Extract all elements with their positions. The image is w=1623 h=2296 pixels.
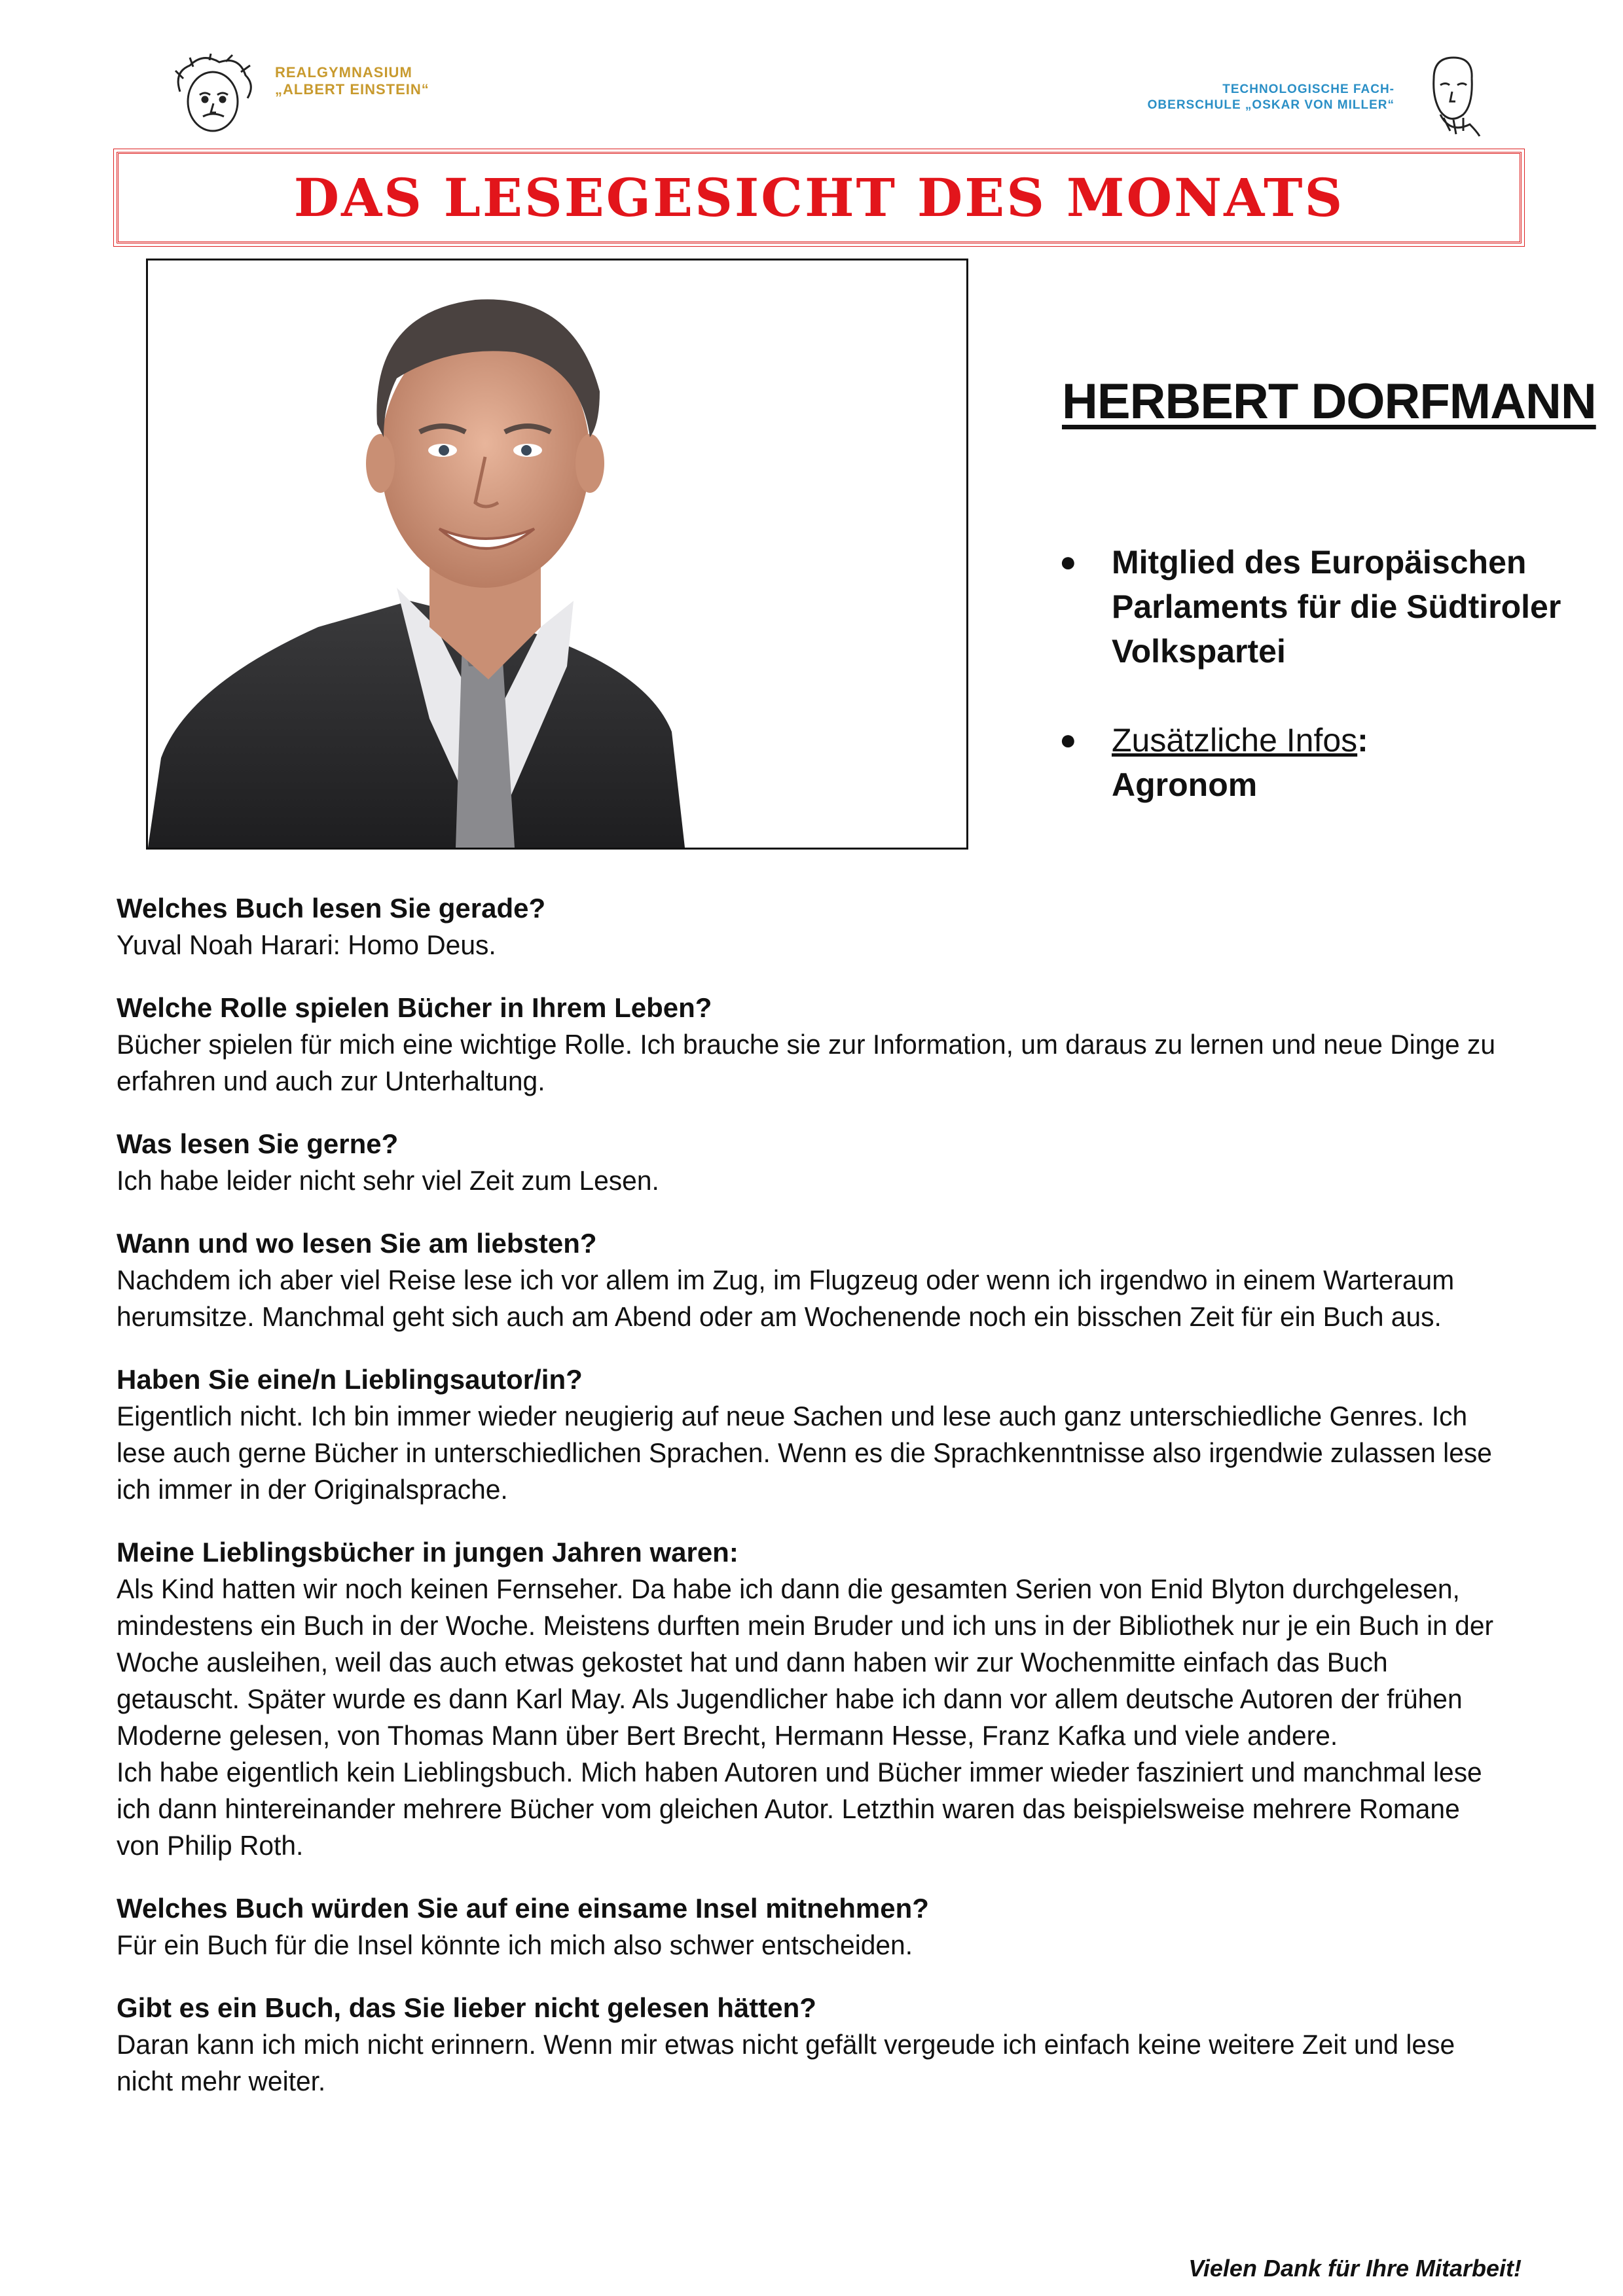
- qa-item: [117, 1890, 1544, 1964]
- page-title: DAS LESEGESICHT DES MONATS: [293, 167, 1345, 228]
- qa-item: [117, 1534, 1544, 1864]
- qa-item: [117, 1225, 1544, 1335]
- infos-bullet: [1059, 718, 1583, 807]
- answer: Als Kind hatten wir noch keinen Fernseher. Da habe ich dann die gesamten Serien von Enid Blyton durchgelesen, mindestens ein Buch in der Woche. Meistens durften mein Bruder und ich uns in der Bibliothek nur je ein Buch in der Woche ausleihen, weil das auch etwas gekostet hat und dann haben wir zur Wochenmitte einfach das Buch getauscht. Später wurde es dann Karl May. Als Jugendlicher habe ich dann vor allem deutsche Autoren der frühen Moderne gelesen, von Thomas Mann über Bert Brecht, Hermann Hesse, Franz Kafka und viele andere. Ich habe eigentlich kein Lieblingsbuch. Mich haben Autoren und Bücher immer wieder fasziniert und manchmal lese ich dann hintereinander mehrere Bücher vom gleichen Autor. Letzthin waren das beispielsweise mehrere Romane von Philip Roth.: [117, 1573, 1494, 1861]
- bullet-icon: ●: [1059, 546, 1077, 578]
- question: Welches Buch würden Sie auf eine einsame Insel mitnehmen?: [117, 1893, 929, 1924]
- qa-item: [117, 1126, 1544, 1199]
- question: Welches Buch lesen Sie gerade?: [117, 893, 546, 924]
- oskar-von-miller-logo: [1414, 52, 1486, 137]
- left-school-name: REALGYMNASIUM „ALBERT EINSTEIN“: [275, 64, 429, 98]
- infos-label: Zusätzliche Infos: [1112, 722, 1358, 759]
- einstein-logo: [164, 52, 262, 137]
- person-name: HERBERT DORFMANN: [1062, 374, 1596, 429]
- right-school-name: TECHNOLOGISCHE FACH- OBERSCHULE „OSKAR VON MILLER“: [1147, 82, 1395, 112]
- question: Meine Lieblingsbücher in jungen Jahren waren:: [117, 1537, 739, 1568]
- person-role: Mitglied des Europäischen Parlaments für die Südtiroler Volkspartei: [1112, 544, 1561, 670]
- qa-item: [117, 990, 1544, 1100]
- answer: Für ein Buch für die Insel könnte ich mich also schwer entscheiden.: [117, 1929, 913, 1960]
- answer: Eigentlich nicht. Ich bin immer wieder neugierig auf neue Sachen und lese auch ganz unterschiedliche Genres. Ich lese auch gerne Bücher in unterschiedlichen Sprachen. Wenn es die Sprachkenntnisse also irgendwie zulassen lese ich immer in der Originalsprache.: [117, 1401, 1500, 1505]
- footer-thanks: Vielen Dank für Ihre Mitarbeit!: [1188, 2255, 1522, 2282]
- answer: Yuval Noah Harari: Homo Deus.: [117, 929, 496, 960]
- answer: Ich habe leider nicht sehr viel Zeit zum Lesen.: [117, 1165, 659, 1196]
- question: Haben Sie eine/n Lieblingsautor/in?: [117, 1364, 583, 1395]
- question: Gibt es ein Buch, das Sie lieber nicht gelesen hätten?: [117, 1992, 816, 2023]
- question: Welche Rolle spielen Bücher in Ihrem Leben?: [117, 992, 712, 1023]
- question: Wann und wo lesen Sie am liebsten?: [117, 1228, 597, 1259]
- role-bullet: [1059, 540, 1583, 673]
- qa-item: [117, 1361, 1544, 1508]
- title-box: [117, 152, 1522, 243]
- answer: Daran kann ich mich nicht erinnern. Wenn mir etwas nicht gefällt vergeude ich einfach keine weitere Zeit und lese nicht mehr weiter.: [117, 2029, 1463, 2096]
- answer: Nachdem ich aber viel Reise lese ich vor allem im Zug, im Flugzeug oder wenn ich irgendwo in einem Warteraum herumsitze. Manchmal geht sich auch am Abend oder am Wochenende noch ein bisschen Zeit für ein Buch aus.: [117, 1265, 1462, 1332]
- answer: Bücher spielen für mich eine wichtige Rolle. Ich brauche sie zur Information, um daraus zu lernen und neue Dinge zu erfahren und auch zur Unterhaltung.: [117, 1029, 1503, 1096]
- qa-item: [117, 890, 1544, 963]
- infos-colon: :: [1357, 722, 1368, 759]
- portrait-photo: [146, 259, 968, 850]
- question: Was lesen Sie gerne?: [117, 1128, 399, 1159]
- bullet-icon: ●: [1059, 724, 1077, 756]
- qa-item: [117, 1990, 1544, 2100]
- infos-value: Agronom: [1112, 766, 1258, 803]
- person-info-list: [1059, 540, 1583, 852]
- interview-section: [117, 890, 1544, 2126]
